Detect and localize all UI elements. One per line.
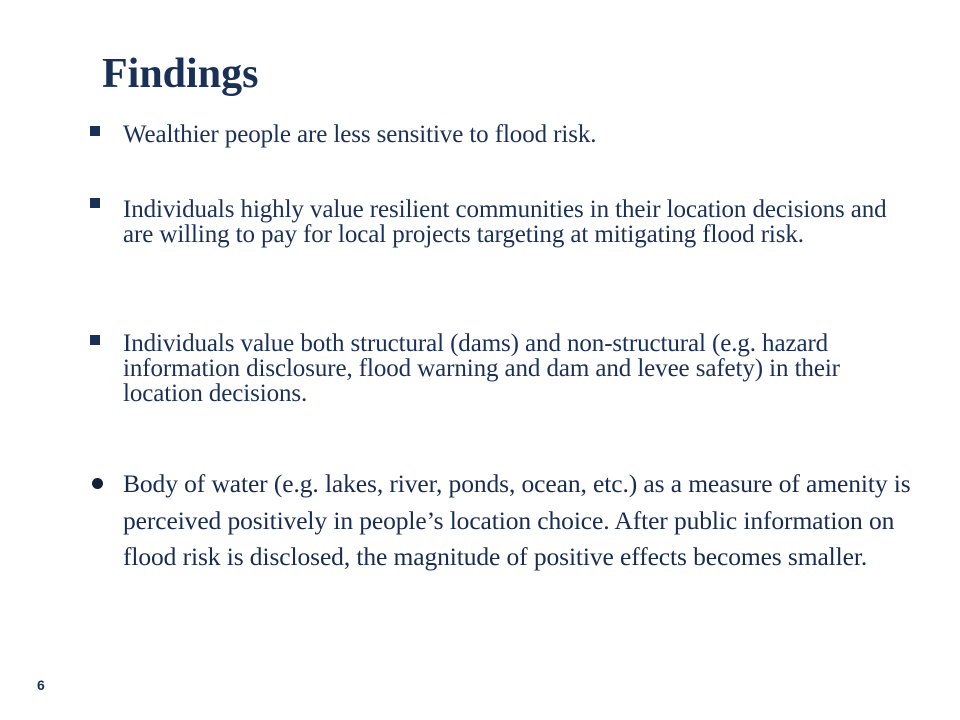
bullet-text: Individuals value both structural (dams) and non-structural (e.g. hazard information disclosure, flood warning and dam and levee safety) in their location decisions. bbox=[123, 330, 840, 407]
bullet-text: Wealthier people are less sensitive to flood risk. bbox=[123, 121, 597, 148]
square-bullet-icon bbox=[90, 335, 100, 345]
slide-title: Findings bbox=[102, 51, 259, 97]
round-bullet-icon bbox=[92, 478, 103, 489]
bullet-text: Individuals highly value resilient communities in their location decisions and are willing to pay for local projects targeting at mitigating flood risk. bbox=[123, 196, 887, 248]
square-bullet-icon bbox=[90, 126, 100, 136]
bullet-text: Body of water (e.g. lakes, river, ponds, ocean, etc.) as a measure of amenity is perceived positively in people’s location choice. After public information on flood risk is disclosed, the magnitude of positive effects becomes smaller. bbox=[123, 469, 911, 571]
square-bullet-icon bbox=[90, 198, 100, 208]
page-number: 6 bbox=[37, 677, 45, 693]
